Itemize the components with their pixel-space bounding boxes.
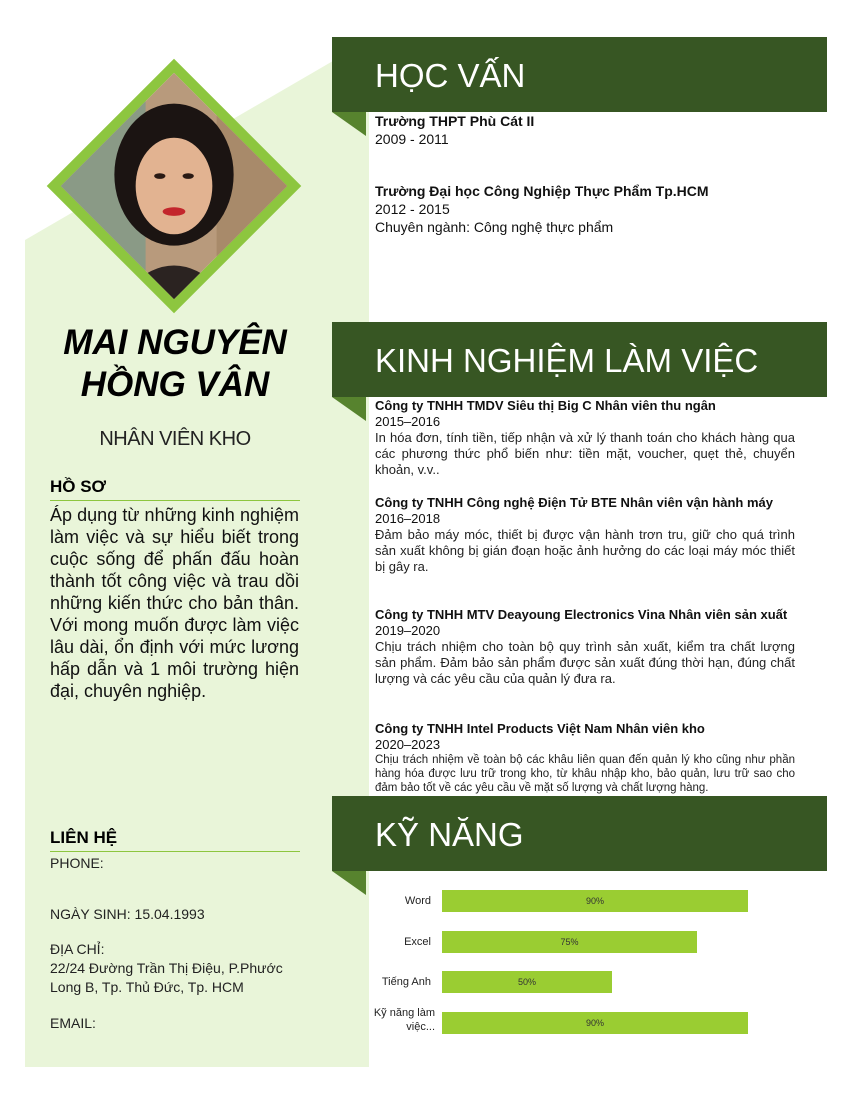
experience-item: [375, 607, 795, 687]
name-line-1: MAI NGUYÊN: [63, 323, 287, 362]
experience-title: KINH NGHIỆM LÀM VIỆC: [375, 342, 759, 379]
skill-percent-label: 50%: [517, 977, 536, 987]
skill-percent-label: 75%: [560, 937, 579, 947]
school-major: Chuyên ngành: Công nghệ thực phẩm: [375, 219, 614, 235]
skill-label: Word: [404, 895, 431, 907]
skill-label: Excel: [404, 936, 431, 948]
job-title: NHÂN VIÊN KHO: [99, 428, 251, 450]
profile-summary: Áp dụng từ những kinh nghiệm làm việc và sự hiểu biết trong cuộc sống để phấn đấu hoàn thành tốt công việc và trau dồi những kiến thức cho bản thân. Với mong muốn được làm việc lâu dài, ổn định với mức lương hấp dẫn và 1 môi trường hiện đại, chuyên nghiệp.: [50, 505, 299, 701]
experience-item: [375, 721, 795, 795]
name-line-2: HỒNG VÂN: [80, 365, 270, 404]
experience-description: In hóa đơn, tính tiền, tiếp nhận và xử lý thanh toán cho khách hàng qua các phương thức phổ biến như: tiền mặt, voucher, quẹt thẻ, chuyển khoản, v.v..: [375, 430, 795, 477]
education-header-fold: [332, 112, 366, 136]
profile-section-title: HỒ SƠ: [50, 477, 300, 501]
experience-item: [375, 398, 795, 478]
education-item: [375, 113, 795, 148]
experience-description: Đảm bảo máy móc, thiết bị được vận hành trơn tru, giữ cho quá trình sản xuất không bị gián đoạn hoặc ảnh hưởng do các loại máy móc thiết bị gây ra.: [375, 527, 795, 574]
address-line-1: 22/24 Đường Trần Thị Điệu, P.Phước: [50, 960, 283, 976]
experience-years: 2016–2018: [375, 511, 441, 526]
experience-item: [375, 495, 795, 575]
education-title: HỌC VẤN: [375, 57, 526, 94]
education-header: [332, 37, 827, 112]
education-item: [375, 183, 795, 236]
contact-email: EMAIL:: [50, 1015, 96, 1031]
address-label: ĐỊA CHỈ:: [50, 941, 105, 957]
address-line-2: Long B, Tp. Thủ Đức, Tp. HCM: [50, 979, 244, 995]
school-years: 2009 - 2011: [375, 131, 449, 147]
skills-header-fold: [332, 871, 366, 895]
experience-description: Chịu trách nhiệm cho toàn bộ quy trình sản xuất, kiểm tra chất lượng sản phẩm. Đảm bảo sản phẩm được sản xuất đúng thời hạn, đúng chất lượng và các yêu cầu của quản lý đưa ra.: [375, 639, 795, 686]
school-name: Trường THPT Phù Cát II: [375, 113, 535, 129]
school-name: Trường Đại học Công Nghiệp Thực Phẩm Tp.HCM: [375, 183, 709, 199]
contact-phone: PHONE:: [50, 855, 104, 871]
skill-percent-label: 90%: [585, 1018, 604, 1028]
skills-title: KỸ NĂNG: [375, 816, 524, 853]
skill-label: Kỹ năng làm việc...: [373, 1007, 435, 1033]
skill-percent-label: 90%: [585, 896, 604, 906]
experience-years: 2019–2020: [375, 623, 441, 638]
candidate-name: [40, 322, 310, 406]
experience-title-line: Công ty TNHH Intel Products Việt Nam Nhân viên kho: [375, 721, 705, 736]
contact-address: [50, 940, 320, 997]
experience-description: Chịu trách nhiệm về toàn bộ các khâu liên quan đến quản lý kho cũng như phần hàng hóa được lưu trữ trong kho, từ khâu nhập kho, bảo quản, lưu trữ sao cho đảm bảo tốt về các yêu cầu về mặt số lượng và chất lượng hàng.: [375, 754, 795, 794]
experience-header: [332, 322, 827, 397]
contact-section-title: LIÊN HỆ: [50, 828, 300, 852]
skills-header: [332, 796, 827, 871]
experience-title-line: Công ty TNHH MTV Deayoung Electronics Vina Nhân viên sản xuất: [375, 607, 788, 622]
experience-title-line: Công ty TNHH TMDV Siêu thị Big C Nhân viên thu ngân: [375, 398, 716, 413]
experience-years: 2015–2016: [375, 414, 441, 429]
experience-header-fold: [332, 397, 366, 421]
experience-years: 2020–2023: [375, 737, 441, 752]
experience-title-line: Công ty TNHH Công nghệ Điện Tử BTE Nhân viên vận hành máy: [375, 495, 773, 510]
school-years: 2012 - 2015: [375, 201, 450, 217]
skill-label: Tiếng Anh: [381, 976, 431, 988]
contact-birthday: NGÀY SINH: 15.04.1993: [50, 906, 205, 922]
